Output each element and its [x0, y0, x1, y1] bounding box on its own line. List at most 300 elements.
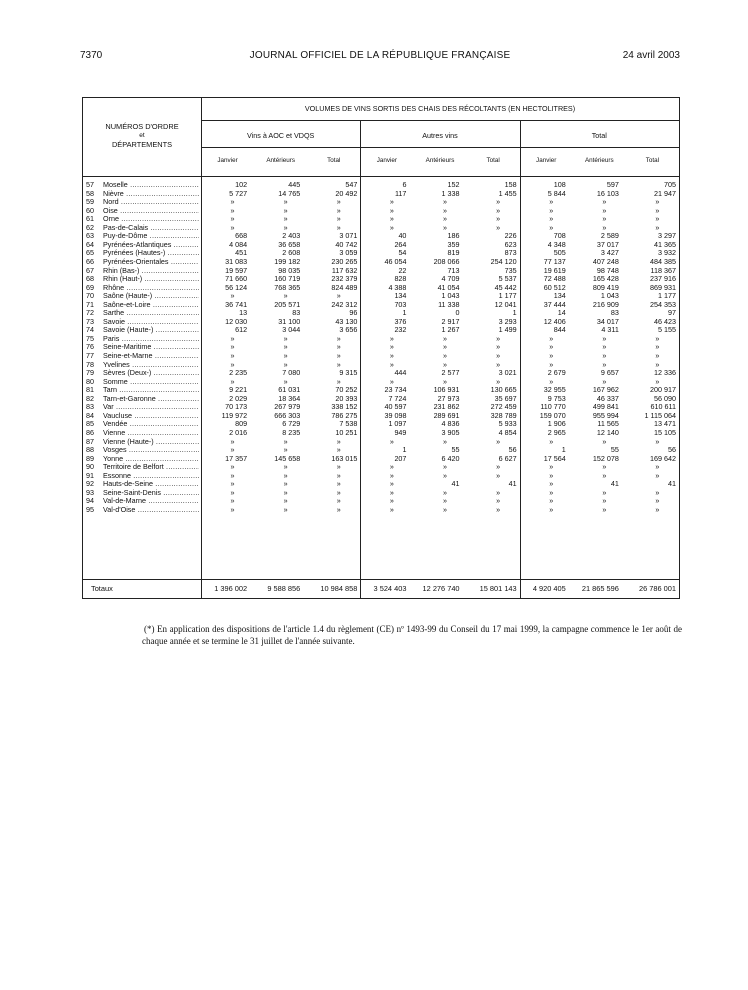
table-cell: » — [496, 333, 501, 343]
table-row — [83, 301, 679, 310]
table-cell: 3 021 — [498, 368, 517, 378]
table-cell: » — [389, 197, 394, 207]
table-cell: 2 029 — [229, 393, 248, 403]
table-row — [83, 395, 679, 404]
department-number: 79 — [86, 368, 94, 378]
table-cell: » — [389, 359, 394, 369]
table-cell: 505 — [553, 248, 566, 258]
department-name: Saône-et-Loire ..... — [103, 301, 199, 310]
table-cell: » — [442, 214, 447, 224]
table-cell: » — [602, 342, 607, 352]
table-cell: 134 — [553, 291, 566, 301]
table-cell: » — [283, 205, 288, 215]
table-cell: 9 753 — [547, 393, 566, 403]
table-cell: 20 393 — [335, 393, 358, 403]
department-name: Seine-Saint-Denis ..... — [103, 489, 199, 498]
table-cell: 21 947 — [654, 188, 676, 198]
table-cell: 451 — [235, 248, 248, 258]
department-number: 69 — [86, 282, 94, 292]
table-row — [83, 326, 679, 335]
table-cell: 1 177 — [657, 291, 676, 301]
table-cell: 83 — [292, 308, 301, 318]
department-number: 86 — [86, 427, 94, 437]
table-cell: 547 — [345, 180, 358, 189]
department-number: 73 — [86, 316, 94, 326]
department-name: Yvelines ..... — [103, 361, 199, 370]
table-hline — [201, 147, 679, 148]
table-row — [83, 224, 679, 233]
table-cell: » — [230, 436, 235, 446]
table-cell: » — [496, 487, 501, 497]
table-cell: 1 — [512, 308, 517, 318]
department-name: Saône (Haute-) ..... — [103, 292, 199, 301]
table-cell: 254 120 — [490, 256, 517, 266]
table-cell: 6 420 — [441, 453, 460, 463]
department-name: Essonne ..... — [103, 472, 199, 481]
table-cell: » — [442, 376, 447, 386]
table-cell: 163 015 — [331, 453, 358, 463]
table-cell: 46 054 — [384, 256, 407, 266]
department-number: 64 — [86, 239, 94, 249]
table-cell: 3 905 — [441, 427, 460, 437]
table-cell: 35 697 — [494, 393, 517, 403]
table-cell: 159 070 — [539, 410, 566, 420]
column-header: Janvier — [536, 157, 557, 164]
table-cell: » — [655, 359, 660, 369]
table-cell: 1 — [402, 445, 407, 455]
department-name: Moselle ..... — [103, 181, 199, 190]
table-cell: » — [655, 214, 660, 224]
table-row — [83, 352, 679, 361]
table-cell: 4 084 — [229, 239, 248, 249]
department-name: Vaucluse ..... — [103, 412, 199, 421]
department-name: Rhône ..... — [103, 284, 199, 293]
table-cell: 873 — [504, 248, 517, 258]
table-cell: 13 — [239, 308, 248, 318]
table-cell: » — [336, 445, 341, 455]
table-row — [83, 403, 679, 412]
table-row — [83, 241, 679, 250]
table-cell: 376 — [394, 316, 407, 326]
totals-cell: 3 524 403 — [373, 584, 407, 593]
table-cell: 231 862 — [433, 402, 460, 412]
department-number: 89 — [86, 453, 94, 463]
table-cell: 484 385 — [650, 256, 676, 266]
table-cell: 83 — [610, 308, 619, 318]
column-header: Total — [645, 157, 660, 164]
table-cell: 4 388 — [388, 282, 407, 292]
table-row — [83, 343, 679, 352]
table-cell: » — [389, 333, 394, 343]
table-cell: 117 632 — [331, 265, 358, 275]
table-cell: 16 103 — [596, 188, 619, 198]
department-number: 65 — [86, 248, 94, 258]
table-cell: 3 932 — [657, 248, 676, 258]
table-cell: » — [442, 496, 447, 506]
group-header: Autres vins — [422, 131, 458, 140]
table-cell: » — [389, 470, 394, 480]
department-number: 78 — [86, 359, 94, 369]
table-row — [83, 463, 679, 472]
table-cell: » — [230, 351, 235, 360]
table-cell: 713 — [447, 265, 460, 275]
table-cell: 5 933 — [498, 419, 517, 429]
department-number: 67 — [86, 265, 94, 275]
dep-header-line: DÉPARTEMENTS — [111, 140, 173, 149]
table-cell: 130 665 — [490, 385, 517, 395]
table-cell: 4 348 — [547, 239, 566, 249]
department-name: Pyrénées-Atlantiques ..... — [103, 241, 199, 250]
table-cell: 844 — [553, 325, 566, 335]
table-cell: » — [549, 479, 554, 489]
table-cell: 1 043 — [441, 291, 460, 301]
column-header: Antérieurs — [584, 157, 614, 164]
table-cell: » — [389, 376, 394, 386]
table-cell: 40 — [398, 231, 407, 241]
column-header: Antérieurs — [425, 157, 455, 164]
table-cell: » — [602, 436, 607, 446]
table-cell: 106 931 — [433, 385, 460, 395]
table-cell: » — [336, 462, 341, 472]
table-cell: » — [442, 487, 447, 497]
table-cell: » — [389, 205, 394, 215]
table-cell: 267 979 — [274, 402, 301, 412]
department-name: Nièvre ..... — [103, 190, 199, 199]
table-cell: » — [230, 359, 235, 369]
column-header: Total — [327, 157, 341, 164]
table-cell: 19 619 — [543, 265, 566, 275]
table-cell: 232 379 — [331, 274, 358, 284]
department-name: Tarn-et-Garonne ..... — [103, 395, 199, 404]
table-cell: » — [496, 197, 501, 207]
table-cell: » — [549, 470, 554, 480]
table-cell: » — [496, 504, 501, 514]
table-cell: 71 660 — [225, 274, 248, 284]
department-number: 68 — [86, 274, 94, 284]
department-number: 71 — [86, 299, 94, 309]
table-cell: 96 — [349, 308, 358, 318]
table-cell: » — [442, 504, 447, 514]
table-cell: 1 115 064 — [644, 410, 676, 420]
table-row — [83, 386, 679, 395]
table-cell: 3 044 — [282, 325, 301, 335]
table-row — [83, 275, 679, 284]
totals-row — [83, 583, 679, 595]
table-cell: » — [655, 487, 660, 497]
table-cell: » — [442, 342, 447, 352]
table-cell: 9 221 — [229, 385, 248, 395]
table-cell: » — [602, 376, 607, 386]
table-cell: » — [230, 496, 235, 506]
table-cell: » — [283, 222, 288, 232]
group-header: Total — [591, 131, 607, 140]
table-row — [83, 284, 679, 293]
department-name: Sèvres (Deux-) ..... — [103, 369, 199, 378]
table-cell: 152 — [447, 180, 460, 189]
table-cell: 230 265 — [331, 256, 358, 266]
department-number: 92 — [86, 479, 94, 489]
table-cell: 55 — [610, 445, 619, 455]
table-cell: 158 — [504, 180, 517, 189]
table-cell: 4 709 — [441, 274, 460, 284]
table-cell: » — [336, 222, 341, 232]
department-name: Rhin (Haut-) ..... — [103, 275, 199, 284]
table-cell: 3 656 — [339, 325, 358, 335]
table-cell: » — [655, 376, 660, 386]
table-cell: » — [283, 351, 288, 360]
table-cell: 828 — [394, 274, 407, 284]
table-cell: 1 338 — [441, 188, 460, 198]
table-cell: 37 444 — [543, 299, 566, 309]
table-cell: » — [230, 291, 235, 301]
department-name: Oise ..... — [103, 207, 199, 216]
table-cell: » — [655, 496, 660, 506]
table-cell: 7 538 — [339, 419, 358, 429]
dep-header-line: et — [139, 132, 145, 139]
table-row — [83, 207, 679, 216]
department-number: 75 — [86, 333, 94, 343]
table-cell: » — [230, 342, 235, 352]
table-cell: 8 235 — [282, 427, 301, 437]
table-cell: » — [336, 504, 341, 514]
table-cell: 597 — [606, 180, 619, 189]
department-number: 88 — [86, 445, 94, 455]
table-row — [83, 361, 679, 370]
table-cell: » — [230, 462, 235, 472]
table-cell: » — [655, 333, 660, 343]
table-cell: 4 311 — [601, 325, 619, 335]
table-cell: » — [496, 376, 501, 386]
publication-date: 24 avril 2003 — [622, 50, 680, 61]
department-number: 77 — [86, 351, 94, 360]
table-cell: 444 — [394, 368, 407, 378]
department-name: Tarn ..... — [103, 386, 199, 395]
table-cell: 41 — [610, 479, 619, 489]
table-cell: » — [283, 445, 288, 455]
table-row — [83, 506, 679, 515]
table-cell: 36 658 — [278, 239, 301, 249]
table-cell: 41 — [508, 479, 517, 489]
table-cell: 7 724 — [388, 393, 407, 403]
department-number: 62 — [86, 222, 94, 232]
table-cell: 2 016 — [229, 427, 248, 437]
department-number: 63 — [86, 231, 94, 241]
table-cell: 61 031 — [278, 385, 301, 395]
department-name: Somme ..... — [103, 378, 199, 387]
table-cell: » — [549, 487, 554, 497]
wine-volumes-table — [82, 97, 680, 599]
table-cell: » — [283, 436, 288, 446]
department-name: Val-de-Marne ..... — [103, 497, 199, 506]
table-row — [83, 318, 679, 327]
department-name: Seine-et-Marne ..... — [103, 352, 199, 361]
table-cell: 264 — [394, 239, 407, 249]
table-cell: 226 — [504, 231, 517, 241]
table-cell: » — [336, 487, 341, 497]
table-cell: 1 499 — [498, 325, 517, 335]
table-cell: 12 140 — [596, 427, 619, 437]
table-row — [83, 378, 679, 387]
table-cell: » — [549, 462, 554, 472]
table-cell: 705 — [663, 180, 676, 189]
table-row — [83, 198, 679, 207]
table-cell: » — [655, 342, 660, 352]
table-cell: 15 105 — [654, 427, 676, 437]
table-cell: 37 017 — [596, 239, 619, 249]
department-name: Vienne (Haute-) ..... — [103, 438, 199, 447]
table-cell: 869 931 — [650, 282, 676, 292]
table-cell: 186 — [447, 231, 460, 241]
table-cell: » — [549, 376, 554, 386]
table-cell: 72 488 — [543, 274, 566, 284]
table-cell: 1 455 — [498, 188, 517, 198]
table-cell: 0 — [455, 308, 460, 318]
table-hline — [83, 176, 679, 177]
department-number: 57 — [86, 180, 94, 189]
table-cell: » — [230, 222, 235, 232]
table-cell: 34 017 — [596, 316, 619, 326]
table-cell: » — [336, 479, 341, 489]
column-header: Janvier — [217, 157, 238, 164]
table-row — [83, 258, 679, 267]
table-cell: 119 972 — [221, 410, 248, 420]
table-cell: 97 — [667, 308, 676, 318]
department-number: 76 — [86, 342, 94, 352]
table-cell: » — [283, 376, 288, 386]
table-cell: 12 041 — [494, 299, 517, 309]
department-name: Orne ..... — [103, 215, 199, 224]
table-cell: 200 917 — [650, 385, 676, 395]
table-cell: 2 679 — [547, 368, 566, 378]
table-cell: » — [336, 291, 341, 301]
table-cell: » — [283, 342, 288, 352]
table-cell: 2 965 — [547, 427, 566, 437]
table-row — [83, 472, 679, 481]
table-cell: » — [283, 487, 288, 497]
table-cell: » — [655, 351, 660, 360]
table-cell: » — [549, 359, 554, 369]
table-cell: 165 428 — [592, 274, 619, 284]
table-cell: » — [655, 222, 660, 232]
department-number: 60 — [86, 205, 94, 215]
dep-header-line: NUMÉROS D'ORDRE — [105, 122, 179, 131]
table-cell: 55 — [451, 445, 460, 455]
department-name: Yonne ..... — [103, 455, 199, 464]
table-cell: » — [442, 197, 447, 207]
table-cell: 407 248 — [592, 256, 619, 266]
table-cell: 1 267 — [441, 325, 460, 335]
group-header: Vins à AOC et VDQS — [246, 131, 315, 140]
table-cell: » — [496, 205, 501, 215]
table-row — [83, 497, 679, 506]
table-cell: » — [230, 470, 235, 480]
table-cell: 70 252 — [335, 385, 358, 395]
table-cell: » — [602, 197, 607, 207]
table-cell: 10 251 — [335, 427, 358, 437]
table-row — [83, 438, 679, 447]
table-cell: » — [230, 479, 235, 489]
table-cell: 216 909 — [592, 299, 619, 309]
table-cell: » — [389, 351, 394, 360]
table-cell: » — [549, 496, 554, 506]
table-cell: » — [336, 376, 341, 386]
table-cell: 272 459 — [490, 402, 517, 412]
table-cell: 3 427 — [600, 248, 619, 258]
table-row — [83, 249, 679, 258]
totals-cell: 21 865 596 — [581, 584, 619, 593]
table-row — [83, 412, 679, 421]
table-cell: » — [496, 496, 501, 506]
table-cell: » — [602, 214, 607, 224]
table-cell: » — [602, 462, 607, 472]
department-name: Hauts-de-Seine ..... — [103, 480, 199, 489]
table-cell: » — [496, 351, 501, 360]
table-cell: 17 564 — [543, 453, 566, 463]
table-cell: 1 — [402, 308, 407, 318]
table-cell: » — [283, 214, 288, 224]
table-cell: 5 844 — [547, 188, 566, 198]
department-number: 93 — [86, 487, 94, 497]
table-cell: » — [549, 333, 554, 343]
table-cell: » — [283, 470, 288, 480]
table-cell: » — [549, 504, 554, 514]
table-cell: 18 364 — [278, 393, 301, 403]
table-cell: » — [283, 504, 288, 514]
table-cell: » — [496, 436, 501, 446]
department-name: Vendée ..... — [103, 420, 199, 429]
table-cell: 32 955 — [543, 385, 566, 395]
table-cell: 623 — [504, 239, 517, 249]
table-cell: » — [283, 479, 288, 489]
department-name: Pyrénées-Orientales ..... — [103, 258, 199, 267]
department-number: 66 — [86, 256, 94, 266]
table-cell: 46 337 — [596, 393, 619, 403]
department-number: 82 — [86, 393, 94, 403]
column-header: Antérieurs — [266, 157, 296, 164]
table-cell: 6 627 — [498, 453, 517, 463]
table-cell: » — [655, 436, 660, 446]
table-cell: 359 — [447, 239, 460, 249]
table-row — [83, 429, 679, 438]
table-cell: » — [389, 436, 394, 446]
totals-cell: 12 276 740 — [422, 584, 460, 593]
table-cell: » — [655, 205, 660, 215]
table-cell: » — [336, 359, 341, 369]
table-cell: 36 741 — [225, 299, 248, 309]
table-row — [83, 335, 679, 344]
table-cell: 20 492 — [335, 188, 358, 198]
table-cell: 102 — [235, 180, 248, 189]
table-cell: » — [602, 351, 607, 360]
table-cell: 1 097 — [388, 419, 407, 429]
table-cell: » — [496, 342, 501, 352]
department-name: Savoie ..... — [103, 318, 199, 327]
department-name: Paris ..... — [103, 335, 199, 344]
table-cell: » — [389, 487, 394, 497]
table-cell: 40 597 — [384, 402, 407, 412]
table-cell: » — [442, 333, 447, 343]
table-cell: 43 130 — [335, 316, 358, 326]
department-name: Vosges ..... — [103, 446, 199, 455]
table-cell: » — [442, 436, 447, 446]
table-cell: » — [549, 222, 554, 232]
table-cell: » — [389, 214, 394, 224]
table-cell: 11 338 — [438, 299, 460, 309]
table-cell: » — [230, 205, 235, 215]
table-cell: 237 916 — [650, 274, 676, 284]
department-number: 83 — [86, 402, 94, 412]
table-cell: 160 719 — [274, 274, 301, 284]
